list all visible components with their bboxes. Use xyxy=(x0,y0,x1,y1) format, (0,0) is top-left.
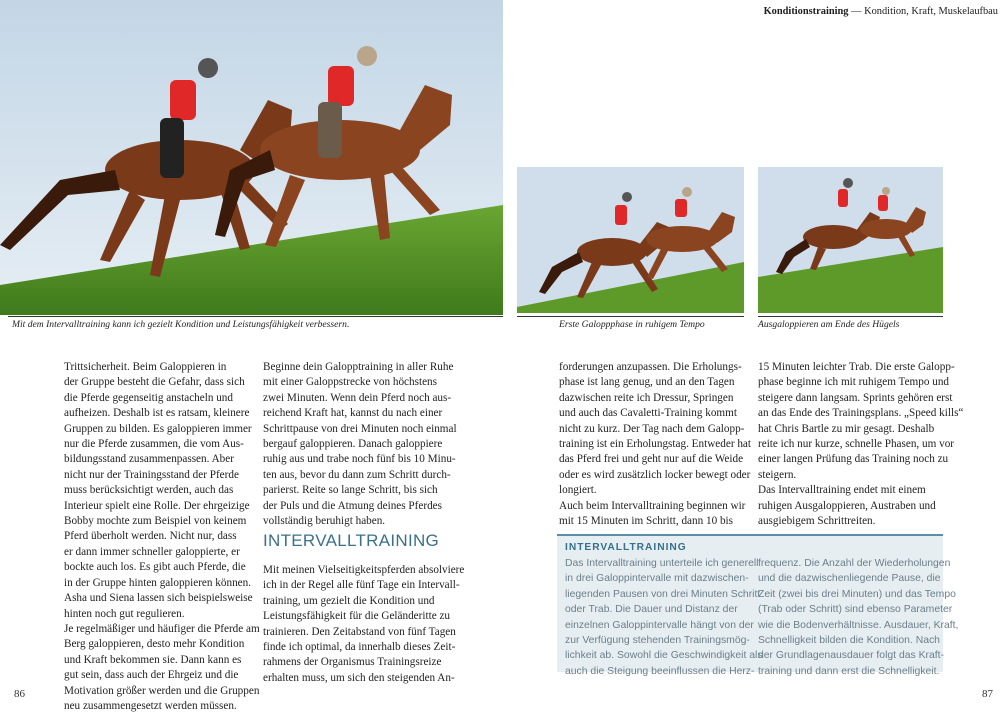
text-line: und Kraft bekommen sie. Dann kann es xyxy=(64,653,242,666)
text-line: liegenden Pausen von drei Minuten Schritt xyxy=(565,588,761,600)
text-column-4 xyxy=(758,360,963,529)
text-column-2-bottom xyxy=(263,563,464,686)
text-line: Berg galoppieren, desto mehr Kondition xyxy=(64,638,245,651)
text-line: Auch beim Intervalltraining beginnen wir xyxy=(559,499,746,512)
text-line: Zeit (zwei bis drei Minuten) und das Tempo xyxy=(758,588,956,600)
text-line: training, um gezielt die Kondition und xyxy=(263,594,435,607)
text-line: muss berücksichtigt werden, auch das xyxy=(64,484,234,497)
text-line: wie die Bodenverhältnisse. Ausdauer, Kraft, xyxy=(758,619,959,631)
caption-rule-right xyxy=(758,316,943,317)
text-line: phase beginne ich mit ruhigem Tempo und xyxy=(758,376,950,389)
text-column-2-top xyxy=(263,360,457,529)
text-line: Beginne dein Galopptraining in aller Ruhe xyxy=(263,361,454,373)
text-line: training ist ein Erholungstag. Entweder hat xyxy=(559,438,752,451)
caption-rule-middle xyxy=(517,316,744,317)
text-line: reite ich nur kurze, schnelle Phasen, um vor xyxy=(758,438,955,451)
caption-large-photo: Mit dem Intervalltraining kann ich gezielt Kondition und Leistungsfähigkeit verbessern. xyxy=(12,319,350,330)
text-line: phase ist lang genug, und an den Tagen xyxy=(559,376,735,389)
info-box-column-right xyxy=(758,556,958,679)
text-line: steigern. xyxy=(758,468,797,481)
text-column-3 xyxy=(559,360,751,529)
running-head-subtitle: Kondition, Kraft, Muskelaufbau xyxy=(864,6,998,17)
text-line: ruhigen Ausgaloppieren, Austraben und xyxy=(758,499,936,512)
text-line: er dann immer schneller galoppierte, er xyxy=(64,545,240,558)
text-line: ten aus, bevor du dann zum Schritt durch- xyxy=(263,468,451,481)
text-line: hat Chris Bartle zu mir gesagt. Deshalb xyxy=(758,422,935,435)
text-line: Trittsicherheit. Beim Galoppieren in xyxy=(64,361,227,373)
text-column-1 xyxy=(64,360,260,714)
text-line: auch die Steigung beeinflussen die Herz- xyxy=(565,665,755,677)
text-line: oder Trab. Die Dauer und Distanz der xyxy=(565,604,738,616)
text-line: einer langen Prüfung das Training noch zu xyxy=(758,453,949,466)
text-line: Leistungsfähigkeit für die Geländeritte zu xyxy=(263,610,451,623)
text-line: und auch das Cavaletti-Training kommt xyxy=(559,407,737,420)
text-line: die Pferde gegenseitig anstacheln und xyxy=(64,391,233,404)
text-line: Schrittpause von drei Minuten noch einmal xyxy=(263,422,457,435)
text-line: Pferd überholt werden. Nicht nur, dass xyxy=(64,530,237,543)
text-line: Schnelligkeit bilden die Kondition. Nach xyxy=(758,635,940,647)
section-heading: INTERVALLTRAINING xyxy=(263,531,440,550)
photo-first-gallop-phase xyxy=(517,167,744,313)
text-line: in drei Galoppintervalle mit dazwischen- xyxy=(565,573,749,585)
text-line: in der Gruppe hinten galoppieren können. xyxy=(64,576,252,589)
text-line: steigere dann langsam. Sprints gehören erst xyxy=(758,391,953,404)
text-line: reichend Kraft hat, kannst du nach einer xyxy=(263,407,443,420)
text-line: zur Verfügung stehenden Trainingsmög- xyxy=(565,635,750,647)
text-line: mit einer Galoppstrecke von höchstens xyxy=(263,376,437,389)
text-line: gut sein, dass auch der Ehrgeiz und die xyxy=(64,669,239,682)
text-line: lichkeit ab. Sowohl die Geschwindigkeit als xyxy=(565,650,763,662)
text-line: bockte auch los. Es gibt auch Pferde, die xyxy=(64,561,246,574)
text-line: rahmens der Organismus Trainingsreize xyxy=(263,656,442,669)
running-head-chapter: Konditionstraining xyxy=(763,6,849,17)
photo-end-of-hill xyxy=(758,167,943,313)
text-line: vollständig beruhigt haben. xyxy=(263,515,386,528)
page-number-left: 86 xyxy=(14,688,25,700)
text-line: hinten noch gut regulieren. xyxy=(64,607,185,620)
text-line: ruhig aus und trabe noch fünf bis 10 Minu- xyxy=(263,453,456,466)
text-line: finde ich optimal, da innerhalb dieses Zeit- xyxy=(263,641,456,654)
text-line: erhalten muss, um sich den steigenden An- xyxy=(263,671,455,684)
info-box-title: INTERVALLTRAINING xyxy=(565,542,687,553)
text-line: parierst. Reite so lange Schritt, bis sich xyxy=(263,484,438,497)
text-line: Interieur spielt eine Rolle. Der ehrgeizige xyxy=(64,499,250,512)
text-line: bergauf galoppieren. Danach galoppiere xyxy=(263,438,443,451)
text-line: Gruppen zu bilden. Es galoppieren immer xyxy=(64,422,252,435)
text-line: Das Intervalltraining endet mit einem xyxy=(758,484,926,497)
text-line: das Pferd frei und geht nur auf die Weide xyxy=(559,453,744,466)
text-line: longiert. xyxy=(559,484,597,497)
text-line: Motivation größer werden und die Gruppen xyxy=(64,684,260,697)
text-line: Mit meinen Vielseitigkeitspferden absolviere xyxy=(263,564,465,576)
page-number-right: 87 xyxy=(982,688,993,700)
info-box-column-left xyxy=(565,556,763,679)
photo-riders-gallop-large xyxy=(0,0,503,315)
text-line: der Puls und die Atmung deines Pferdes xyxy=(263,499,442,512)
text-line: Das Intervalltraining unterteile ich generell xyxy=(565,558,759,569)
running-head-separator: — xyxy=(851,6,862,17)
text-line: trainieren. Den Zeitabstand von fünf Tagen xyxy=(263,625,456,638)
text-line: Je regelmäßiger und häufiger die Pferde am xyxy=(64,622,260,635)
text-line: frequenz. Die Anzahl der Wiederholungen xyxy=(758,558,951,569)
text-line: bildungsstand zusammenpassen. Aber xyxy=(64,453,234,466)
text-line: nicht zu kurz. Der Tag nach dem Galopp- xyxy=(559,422,745,435)
text-line: mit 15 Minuten im Schritt, dann 10 bis xyxy=(559,515,734,528)
text-line: der Gruppe besteht die Gefahr, dass sich xyxy=(64,376,245,389)
text-line: Bobby mochte zum Beispiel von keinem xyxy=(64,515,247,528)
text-line: nur die Pferde zusammen, die vom Aus- xyxy=(64,438,244,451)
running-head xyxy=(764,6,998,17)
text-line: forderungen anzupassen. Die Erholungs- xyxy=(559,361,742,373)
caption-right-photo: Ausgaloppieren am Ende des Hügels xyxy=(758,319,900,330)
text-line: aufheizen. Deshalb ist es ratsam, kleinere xyxy=(64,407,250,420)
text-line: ausgiebigem Schrittreiten. xyxy=(758,515,876,528)
text-line: zwei Minuten. Wenn dein Pferd noch aus- xyxy=(263,391,452,404)
text-line: training und dann erst die Schnelligkeit. xyxy=(758,665,940,677)
text-line: ich in der Regel alle fünf Tage ein Intervall- xyxy=(263,579,460,592)
caption-middle-photo: Erste Galoppphase in ruhigem Tempo xyxy=(559,319,705,330)
text-line: nicht nur der Trainingsstand der Pferde xyxy=(64,468,239,481)
text-line: und die dazwischenliegende Pause, die xyxy=(758,573,941,585)
text-line: einzelnen Galoppintervalle hängt von der xyxy=(565,619,754,631)
text-line: an das Ende des Trainingsplans. „Speed kills“ xyxy=(758,407,964,420)
text-line: der Grundlagenausdauer folgt das Kraft- xyxy=(758,650,944,662)
text-line: 15 Minuten leichter Trab. Die erste Galopp- xyxy=(758,361,955,373)
text-line: Asha und Siena lassen sich beispielsweise xyxy=(64,592,253,605)
caption-rule-large xyxy=(8,316,503,317)
text-line: neu zusammengesetzt werden müssen. xyxy=(64,699,237,712)
text-line: (Trab oder Schritt) sind ebenso Parameter xyxy=(758,604,953,616)
text-line: dazwischen reite ich Dressur, Springen xyxy=(559,391,734,404)
text-line: oder es wird zusätzlich locker bewegt oder xyxy=(559,468,751,481)
